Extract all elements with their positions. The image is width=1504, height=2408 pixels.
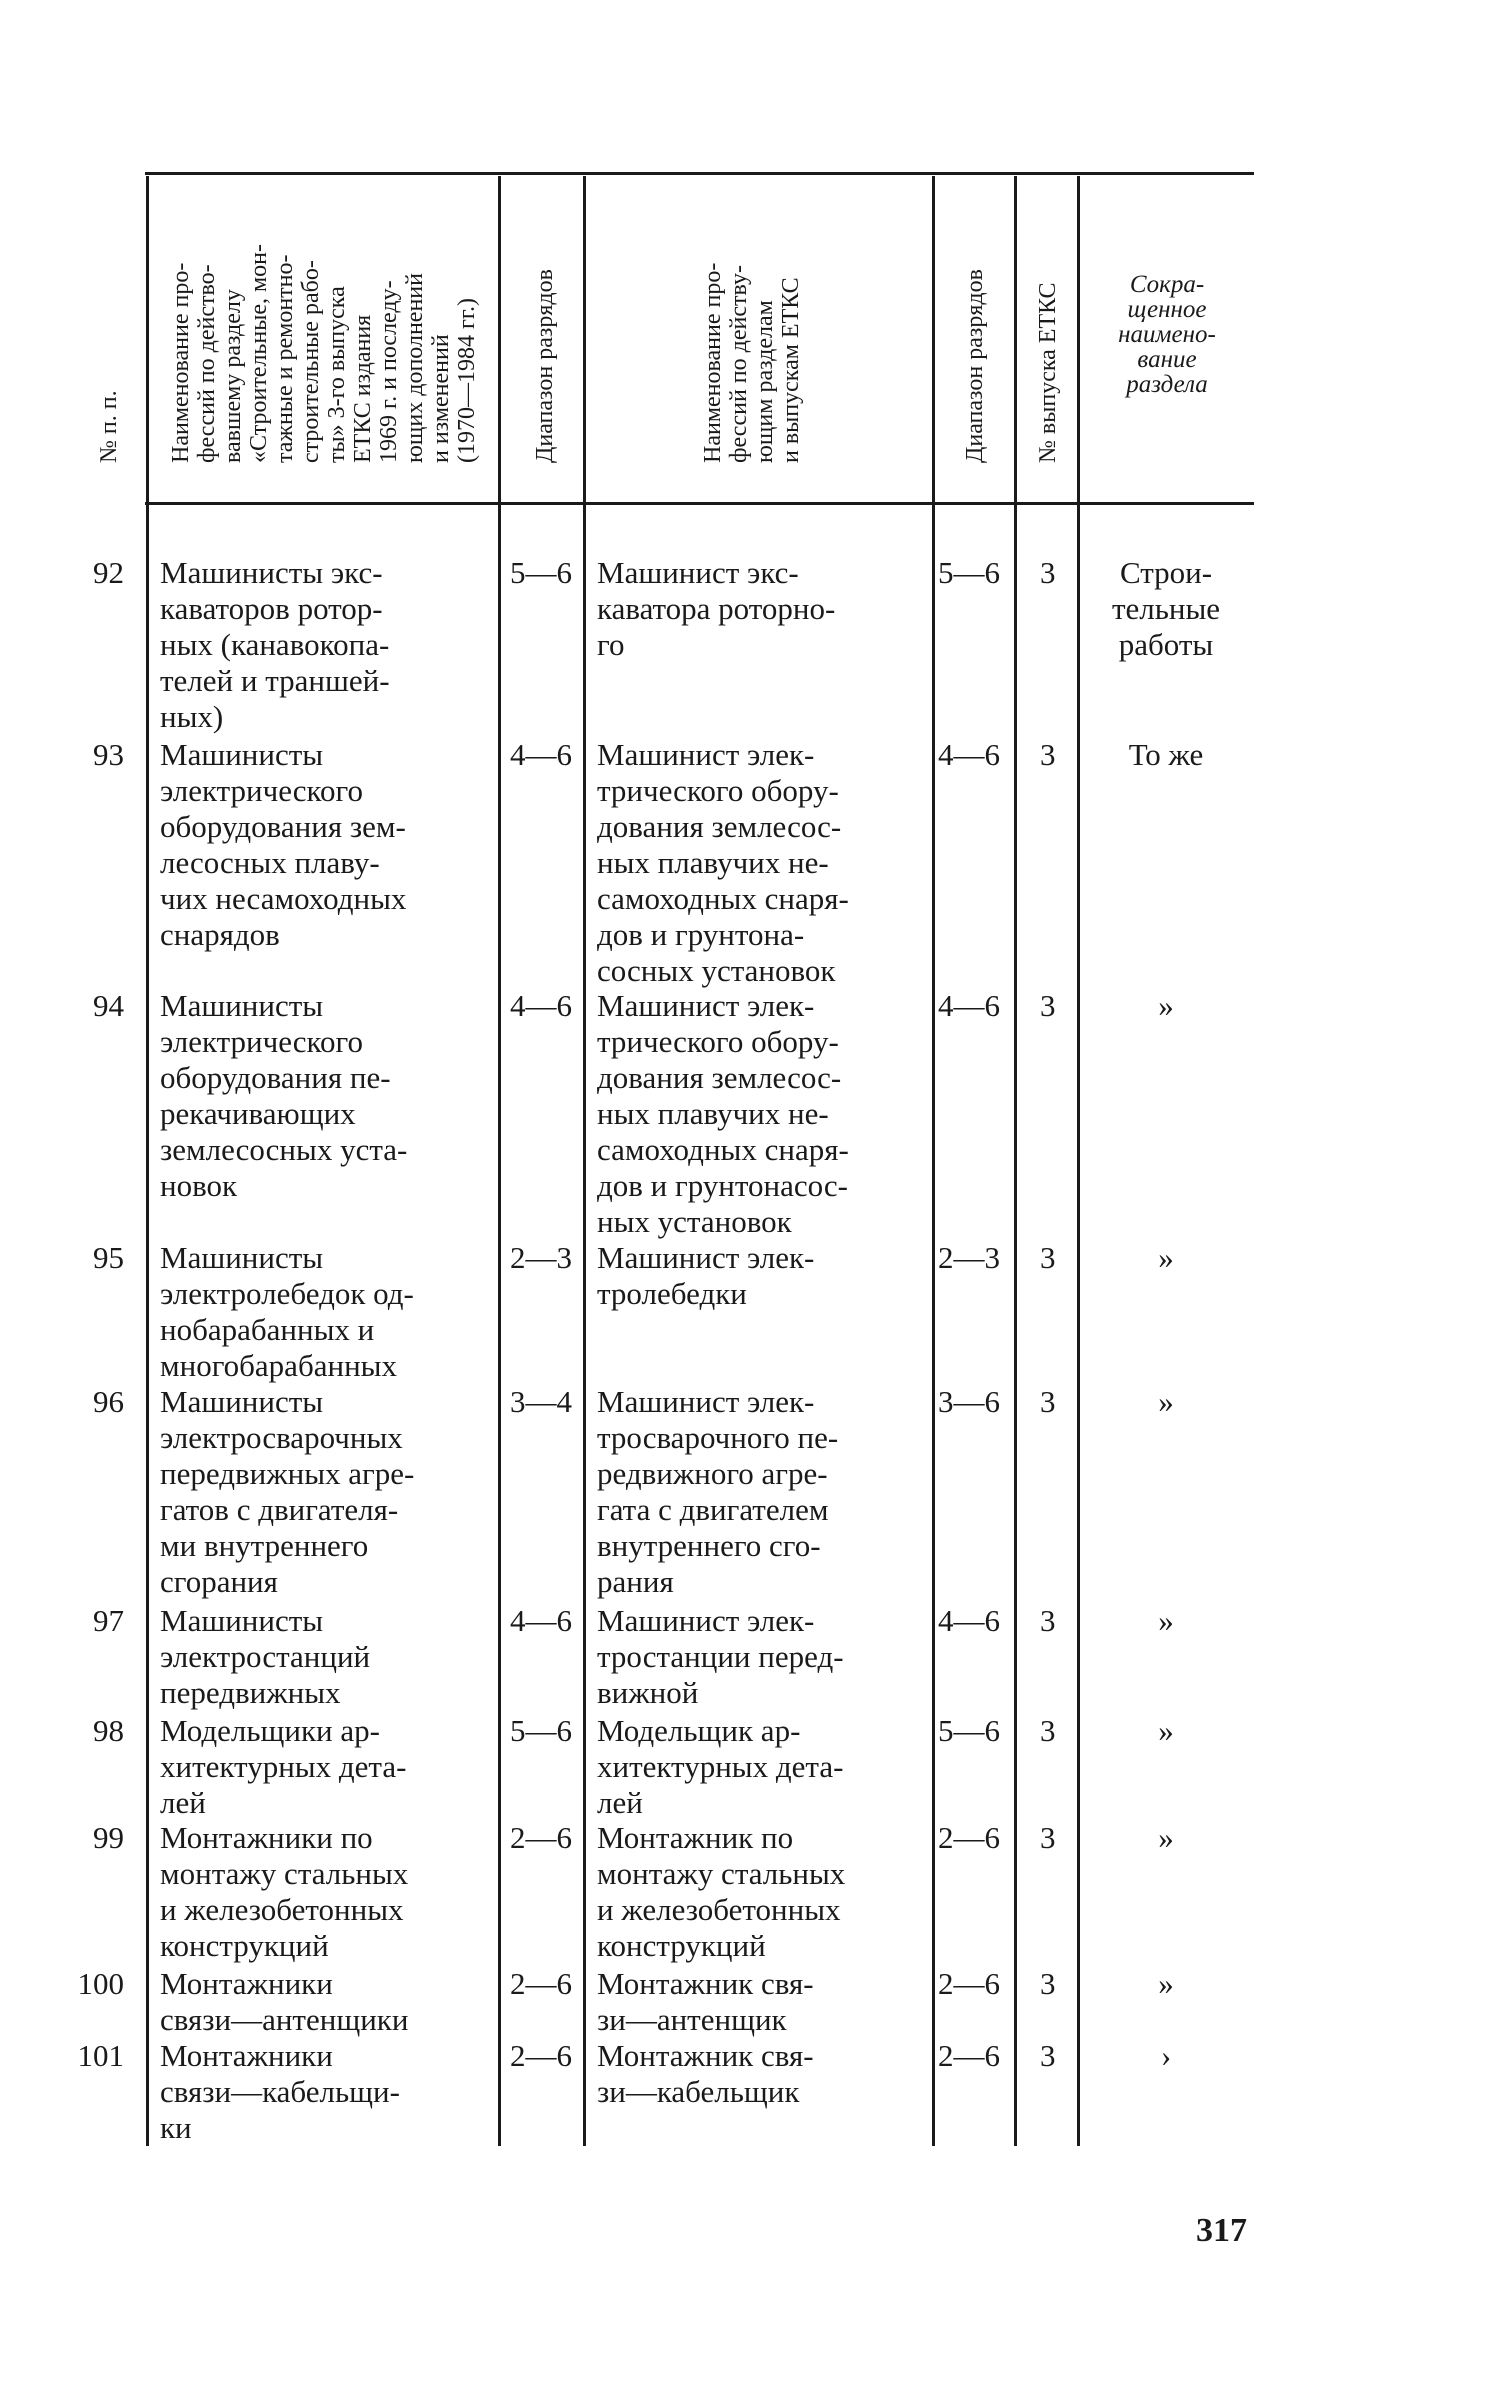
new-range: 5—6 [938, 555, 1000, 590]
issue-number: 3 [1040, 1240, 1056, 1275]
header-line: Наименование про- [168, 262, 194, 463]
old-profession-line: электросварочных [160, 1420, 403, 1455]
new-profession-line: дов и грунтона- [597, 917, 805, 952]
header-section-line: вание [1137, 346, 1197, 373]
header-line: «Строительные, мон- [246, 243, 272, 463]
old-range: 2—6 [510, 2038, 572, 2073]
new-profession-line: Монтажник свя- [597, 2038, 814, 2073]
section-name-line: » [1158, 1603, 1174, 1638]
issue-number: 3 [1040, 1603, 1056, 1638]
section-name-line: » [1158, 1820, 1174, 1855]
new-range: 3—6 [938, 1384, 1000, 1419]
old-profession-line: снарядов [160, 917, 280, 952]
old-profession-line: сгорания [160, 1564, 278, 1599]
old-range: 4—6 [510, 737, 572, 772]
old-profession-line: Модельщики ар- [160, 1713, 380, 1748]
new-profession-line: и железобетонных [597, 1892, 841, 1927]
row-number: 95 [93, 1240, 124, 1275]
section-name-line: Строи- [1119, 555, 1213, 590]
old-profession-line: землесосных уста- [160, 1132, 408, 1167]
col-divider-5 [1014, 176, 1017, 2146]
header-line: 1969 г. и последу- [376, 280, 402, 463]
issue-number: 3 [1040, 737, 1056, 772]
old-profession-line: оборудования зем- [160, 809, 406, 844]
new-profession-line: го [597, 627, 625, 662]
old-range: 2—6 [510, 1966, 572, 2001]
new-profession-line: монтажу стальных [597, 1856, 846, 1891]
col-divider-4 [932, 176, 935, 2146]
header-line: и выпускам ЕТКС [778, 277, 804, 463]
old-profession-line: электрического [160, 1024, 363, 1059]
header-old-range: Диапазон разрядов [532, 269, 558, 463]
header-issue: № выпуска ЕТКС [1035, 282, 1061, 463]
new-range: 4—6 [938, 988, 1000, 1023]
old-range: 2—3 [510, 1240, 572, 1275]
new-range: 2—6 [938, 1820, 1000, 1855]
new-profession-line: Машинист элек- [597, 1384, 815, 1419]
header-line: ЕТКС издания [350, 314, 376, 463]
new-profession-line: дования землесос- [597, 809, 842, 844]
new-range: 5—6 [938, 1713, 1000, 1748]
old-profession-line: новок [160, 1168, 238, 1203]
old-profession-line: связи—кабельщи- [160, 2074, 400, 2109]
old-profession-line: ми внутреннего [160, 1528, 369, 1563]
header-line: ты» 3-го выпуска [324, 286, 350, 463]
old-range: 2—6 [510, 1820, 572, 1855]
section-name-line: » [1158, 1240, 1174, 1275]
header-line: ющих дополнений [402, 273, 428, 463]
header-line: (1970—1984 гг.) [454, 298, 480, 463]
new-profession-line: Монтажник по [597, 1820, 794, 1855]
header-section-line: щенное [1127, 296, 1207, 323]
new-profession-line: Машинист элек- [597, 988, 815, 1023]
section-name-line: › [1160, 2038, 1172, 2073]
page-number: 317 [1196, 2212, 1247, 2249]
old-range: 3—4 [510, 1384, 572, 1419]
new-profession-line: трического обору- [597, 1024, 839, 1059]
header-section-line: Сокра- [1129, 271, 1205, 298]
header-line: и изменений [428, 334, 454, 463]
header-num: № п. п. [96, 390, 122, 463]
old-profession-line: Машинисты [160, 1240, 324, 1275]
new-profession-line: трического обору- [597, 773, 839, 808]
section-name-line: То же [1128, 737, 1204, 772]
old-profession-line: многобарабанных [160, 1348, 397, 1383]
header-line: фессий по действо- [194, 264, 220, 463]
header-line: тажные и ремонтно- [272, 254, 298, 463]
col-divider-3 [583, 176, 586, 2146]
row-number: 97 [93, 1603, 124, 1638]
old-profession-line: Машинисты [160, 1603, 324, 1638]
new-range: 2—6 [938, 1966, 1000, 2001]
new-profession-line: дов и грунтонасос- [597, 1168, 848, 1203]
issue-number: 3 [1040, 1820, 1056, 1855]
section-name-line: » [1158, 988, 1174, 1023]
old-profession-line: электролебедок од- [160, 1276, 414, 1311]
old-profession-line: Машинисты экс- [160, 555, 383, 590]
new-profession-line: Монтажник свя- [597, 1966, 814, 2001]
old-profession-line: телей и траншей- [160, 663, 390, 698]
new-range: 4—6 [938, 1603, 1000, 1638]
new-profession-line: зи—кабельщик [597, 2074, 800, 2109]
old-profession-line: ки [160, 2110, 192, 2145]
new-profession-line: гата с двигателем [597, 1492, 829, 1527]
old-profession-line: Машинисты [160, 1384, 324, 1419]
old-profession-line: связи—антенщики [160, 2002, 409, 2037]
header-section-line: наимено- [1118, 321, 1216, 348]
header-section [1092, 272, 1242, 397]
old-profession-line: оборудования пе- [160, 1060, 391, 1095]
new-profession-line: ных плавучих не- [597, 1096, 829, 1131]
old-profession-line: лей [160, 1785, 206, 1820]
new-profession-line: Модельщик ар- [597, 1713, 801, 1748]
section-name-line: » [1158, 1713, 1174, 1748]
col-divider-1 [146, 176, 149, 2146]
new-profession-line: хитектурных дета- [597, 1749, 844, 1784]
header-line: фессий по действу- [726, 265, 752, 463]
header-line: Наименование про- [700, 262, 726, 463]
new-profession-line: ных установок [597, 1204, 792, 1239]
old-range: 4—6 [510, 988, 572, 1023]
section-name-line: » [1158, 1966, 1174, 2001]
issue-number: 3 [1040, 555, 1056, 590]
old-profession-line: монтажу стальных [160, 1856, 409, 1891]
old-range: 4—6 [510, 1603, 572, 1638]
old-profession-line: Машинисты [160, 737, 324, 772]
old-profession-line: ных (канавокопа- [160, 627, 390, 662]
new-profession-line: Машинист экс- [597, 555, 799, 590]
new-profession-line: ных плавучих не- [597, 845, 829, 880]
new-profession-line: внутреннего сго- [597, 1528, 821, 1563]
new-profession-line: зи—антенщик [597, 2002, 787, 2037]
new-profession-line: тролебедки [597, 1276, 747, 1311]
new-profession-line: вижной [597, 1675, 699, 1710]
section-name-line: работы [1118, 627, 1214, 662]
new-profession-line: дования землесос- [597, 1060, 842, 1095]
row-number: 98 [93, 1713, 124, 1748]
new-profession-line: самоходных снаря- [597, 881, 849, 916]
col-divider-2 [498, 176, 501, 2146]
issue-number: 3 [1040, 1713, 1056, 1748]
issue-number: 3 [1040, 2038, 1056, 2073]
new-range: 4—6 [938, 737, 1000, 772]
new-profession-line: каватора роторно- [597, 591, 836, 626]
old-profession-line: ных) [160, 699, 224, 734]
new-profession-line: лей [597, 1785, 643, 1820]
header-section-line: раздела [1126, 371, 1208, 398]
old-profession-line: хитектурных дета- [160, 1749, 407, 1784]
new-range: 2—3 [938, 1240, 1000, 1275]
new-profession-line: тростанции перед- [597, 1639, 844, 1674]
table-top-rule [145, 172, 1254, 175]
old-profession-line: Монтажники [160, 1966, 333, 2001]
row-number: 92 [93, 555, 124, 590]
new-profession-line: конструкций [597, 1928, 766, 1963]
old-profession-line: нобарабанных и [160, 1312, 375, 1347]
row-number: 100 [77, 1966, 124, 2001]
col-divider-6 [1077, 176, 1080, 2146]
old-profession-line: электростанций [160, 1639, 371, 1674]
old-profession-line: Машинисты [160, 988, 324, 1023]
old-profession-line: Монтажники по [160, 1820, 373, 1855]
new-profession-line: Машинист элек- [597, 737, 815, 772]
old-profession-line: электрического [160, 773, 363, 808]
header-new-name [700, 180, 820, 490]
new-profession-line: Машинист элек- [597, 1240, 815, 1275]
old-profession-line: каваторов ротор- [160, 591, 383, 626]
new-profession-line: тросварочного пе- [597, 1420, 839, 1455]
old-profession-line: конструкций [160, 1928, 329, 1963]
row-number: 96 [93, 1384, 124, 1419]
row-number: 101 [77, 2038, 124, 2073]
new-range: 2—6 [938, 2038, 1000, 2073]
issue-number: 3 [1040, 1384, 1056, 1419]
section-name-line: тельные [1111, 591, 1221, 626]
new-profession-line: рания [597, 1564, 674, 1599]
new-profession-line: сосных установок [597, 953, 836, 988]
old-profession-line: рекачивающих [160, 1096, 356, 1131]
old-profession-line: Монтажники [160, 2038, 333, 2073]
header-old-name [168, 180, 498, 490]
issue-number: 3 [1040, 988, 1056, 1023]
old-profession-line: чих несамоходных [160, 881, 407, 916]
old-profession-line: и железобетонных [160, 1892, 404, 1927]
issue-number: 3 [1040, 1966, 1056, 2001]
section-name-line: » [1158, 1384, 1174, 1419]
header-line: строительные рабо- [298, 260, 324, 463]
old-profession-line: лесосных плаву- [160, 845, 380, 880]
new-profession-line: Машинист элек- [597, 1603, 815, 1638]
header-line: ющим разделам [752, 300, 778, 463]
new-profession-line: редвижного агре- [597, 1456, 828, 1491]
old-range: 5—6 [510, 1713, 572, 1748]
new-profession-line: самоходных снаря- [597, 1132, 849, 1167]
header-line: вавшему разделу [220, 289, 246, 463]
row-number: 94 [93, 988, 124, 1023]
old-profession-line: передвижных [160, 1675, 341, 1710]
row-number: 93 [93, 737, 124, 772]
old-range: 5—6 [510, 555, 572, 590]
old-profession-line: гатов с двигателя- [160, 1492, 399, 1527]
header-new-range: Диапазон разрядов [962, 269, 988, 463]
row-number: 99 [93, 1820, 124, 1855]
old-profession-line: передвижных агре- [160, 1456, 415, 1491]
table-header-rule [145, 502, 1254, 505]
